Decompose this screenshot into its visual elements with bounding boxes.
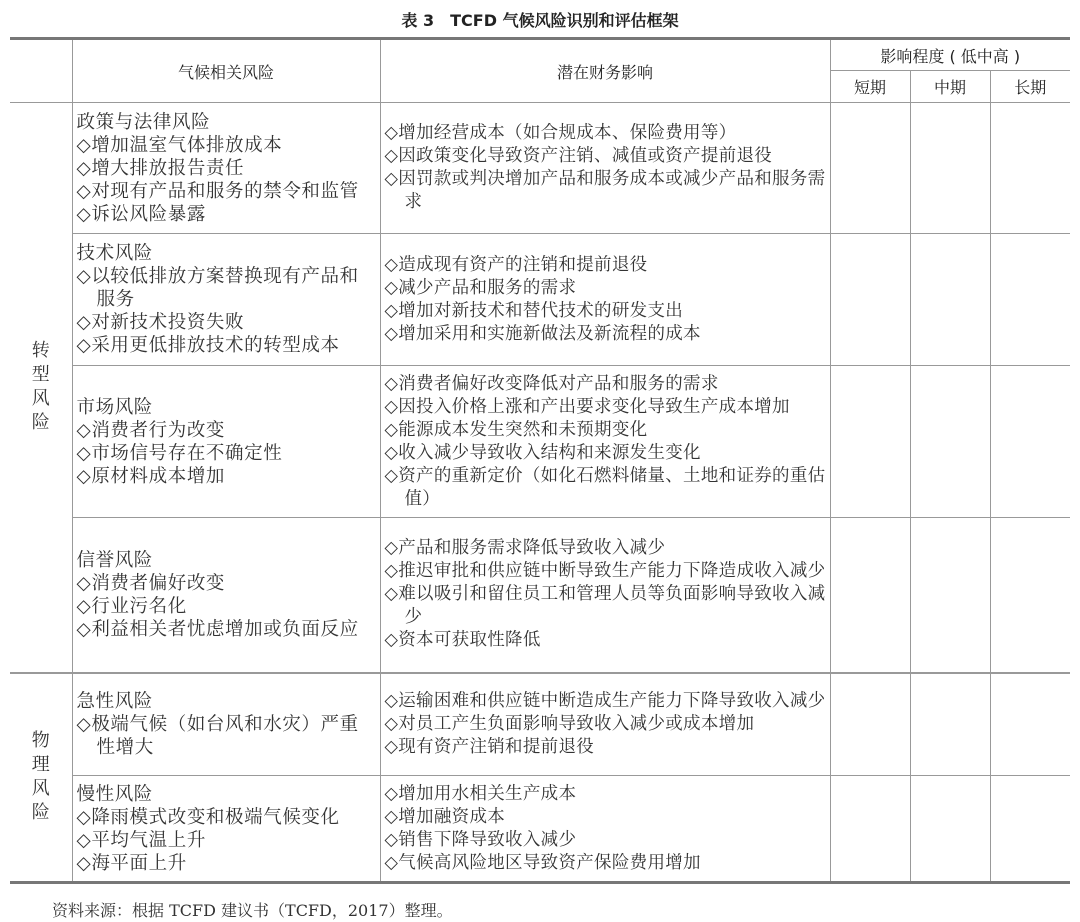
impact-item: ◇收入减少导致收入结构和来源发生变化 [384, 442, 701, 463]
risk-item: ◇对现有产品和服务的禁令和监管 [76, 180, 359, 202]
risk-cell [72, 518, 380, 673]
impact-cell [380, 776, 830, 883]
risk-item: ◇以较低排放方案替换现有产品和服务 [76, 266, 359, 310]
risk-item: ◇增大排放报告责任 [76, 157, 245, 179]
mid-term-cell [910, 366, 990, 518]
long-term-cell [990, 234, 1070, 366]
impact-cell [380, 673, 830, 776]
impact-item: ◇运输困难和供应链中断造成生产能力下降导致收入减少 [384, 690, 826, 711]
risk-cell [72, 776, 380, 883]
short-term-cell [830, 673, 910, 776]
group-label: 物理风险 [31, 730, 50, 824]
table-row [10, 776, 1070, 883]
long-term-cell [990, 366, 1070, 518]
risk-item: ◇降雨模式改变和极端气候变化 [76, 806, 340, 828]
header-blank [10, 39, 72, 103]
mid-term-cell [910, 776, 990, 883]
impact-item: ◇因投入价格上涨和产出要求变化导致生产成本增加 [384, 396, 790, 417]
group-label: 转型风险 [31, 340, 50, 434]
impact-item: ◇难以吸引和留住员工和管理人员等负面影响导致收入减少 [384, 584, 826, 628]
long-term-cell [990, 103, 1070, 234]
header-mid: 中期 [910, 71, 990, 103]
risk-cell [72, 366, 380, 518]
impact-cell [380, 366, 830, 518]
risk-category: 急性风险 [76, 690, 153, 712]
risk-item: ◇消费者偏好改变 [76, 572, 226, 594]
mid-term-cell [910, 673, 990, 776]
short-term-cell [830, 103, 910, 234]
risk-item: ◇极端气候（如台风和水灾）严重性增大 [76, 713, 359, 758]
impact-item: ◇对员工产生负面影响导致收入减少或成本增加 [384, 713, 755, 734]
impact-item: ◇增加对新技术和替代技术的研发支出 [384, 300, 684, 321]
risk-cell [72, 103, 380, 234]
header-short: 短期 [830, 71, 910, 103]
long-term-cell [990, 518, 1070, 673]
table-title: 表 3 TCFD 气候风险识别和评估框架 [401, 11, 679, 30]
long-term-cell [990, 776, 1070, 883]
impact-cell [380, 518, 830, 673]
short-term-cell [830, 776, 910, 883]
risk-category: 政策与法律风险 [76, 111, 211, 133]
impact-item: ◇增加经营成本（如合规成本、保险费用等） [384, 123, 737, 143]
impact-item: ◇销售下降导致收入减少 [384, 829, 577, 850]
impact-item: ◇造成现有资产的注销和提前退役 [384, 254, 648, 275]
risk-item: ◇采用更低排放技术的转型成本 [76, 335, 340, 356]
group-cell [10, 103, 72, 673]
header-risk: 气候相关风险 [72, 39, 380, 103]
header-long: 长期 [990, 71, 1070, 103]
header-impact: 潜在财务影响 [380, 39, 830, 103]
impact-item: ◇现有资产注销和提前退役 [384, 736, 595, 757]
risk-item: ◇海平面上升 [76, 852, 187, 874]
risk-item: ◇行业污名化 [76, 595, 187, 617]
risk-item: ◇利益相关者忧虑增加或负面反应 [76, 618, 359, 640]
impact-item: ◇资本可获取性降低 [384, 630, 541, 651]
impact-item: ◇推迟审批和供应链中断导致生产能力下降造成收入减少 [384, 561, 826, 582]
impact-item: ◇气候高风险地区导致资产保险费用增加 [384, 852, 701, 873]
mid-term-cell [910, 234, 990, 366]
impact-item: ◇产品和服务需求降低导致收入减少 [384, 538, 666, 559]
impact-item: ◇因政策变化导致资产注销、减值或资产提前退役 [384, 146, 773, 166]
table-row [10, 366, 1070, 518]
risk-item: ◇诉讼风险暴露 [76, 203, 206, 225]
risk-category: 慢性风险 [76, 783, 153, 805]
mid-term-cell [910, 103, 990, 234]
risk-item: ◇平均气温上升 [76, 829, 206, 851]
short-term-cell [830, 234, 910, 366]
impact-item: ◇资产的重新定价（如化石燃料储量、土地和证券的重估值） [384, 465, 826, 509]
source-note: 资料来源：根据 TCFD 建议书（TCFD，2017）整理。 [52, 901, 453, 920]
risk-category: 技术风险 [76, 243, 153, 264]
impact-item: ◇增加采用和实施新做法及新流程的成本 [384, 323, 701, 344]
risk-item: ◇原材料成本增加 [76, 465, 226, 487]
risk-table [10, 37, 1070, 884]
short-term-cell [830, 366, 910, 518]
impact-item: ◇增加融资成本 [384, 806, 506, 827]
header-degree: 影响程度 ( 低中高 ) [830, 39, 1070, 71]
risk-item: ◇消费者行为改变 [76, 419, 226, 441]
group-cell [10, 673, 72, 883]
risk-item: ◇增加温室气体排放成本 [76, 134, 283, 156]
risk-category: 信誉风险 [76, 549, 153, 571]
table-row [10, 234, 1070, 366]
impact-cell [380, 103, 830, 234]
risk-item: ◇市场信号存在不确定性 [76, 442, 283, 464]
risk-cell [72, 234, 380, 366]
short-term-cell [830, 518, 910, 673]
table-row [10, 103, 1070, 234]
impact-item: ◇消费者偏好改变降低对产品和服务的需求 [384, 373, 719, 394]
impact-cell [380, 234, 830, 366]
risk-cell [72, 673, 380, 776]
impact-item: ◇增加用水相关生产成本 [384, 783, 577, 804]
long-term-cell [990, 673, 1070, 776]
table-row [10, 518, 1070, 673]
impact-item: ◇减少产品和服务的需求 [384, 277, 577, 298]
risk-item: ◇对新技术投资失败 [76, 312, 245, 333]
impact-item: ◇能源成本发生突然和未预期变化 [384, 419, 648, 440]
risk-category: 市场风险 [76, 396, 153, 418]
mid-term-cell [910, 518, 990, 673]
impact-item: ◇因罚款或判决增加产品和服务成本或减少产品和服务需求 [384, 169, 826, 212]
table-row [10, 673, 1070, 776]
